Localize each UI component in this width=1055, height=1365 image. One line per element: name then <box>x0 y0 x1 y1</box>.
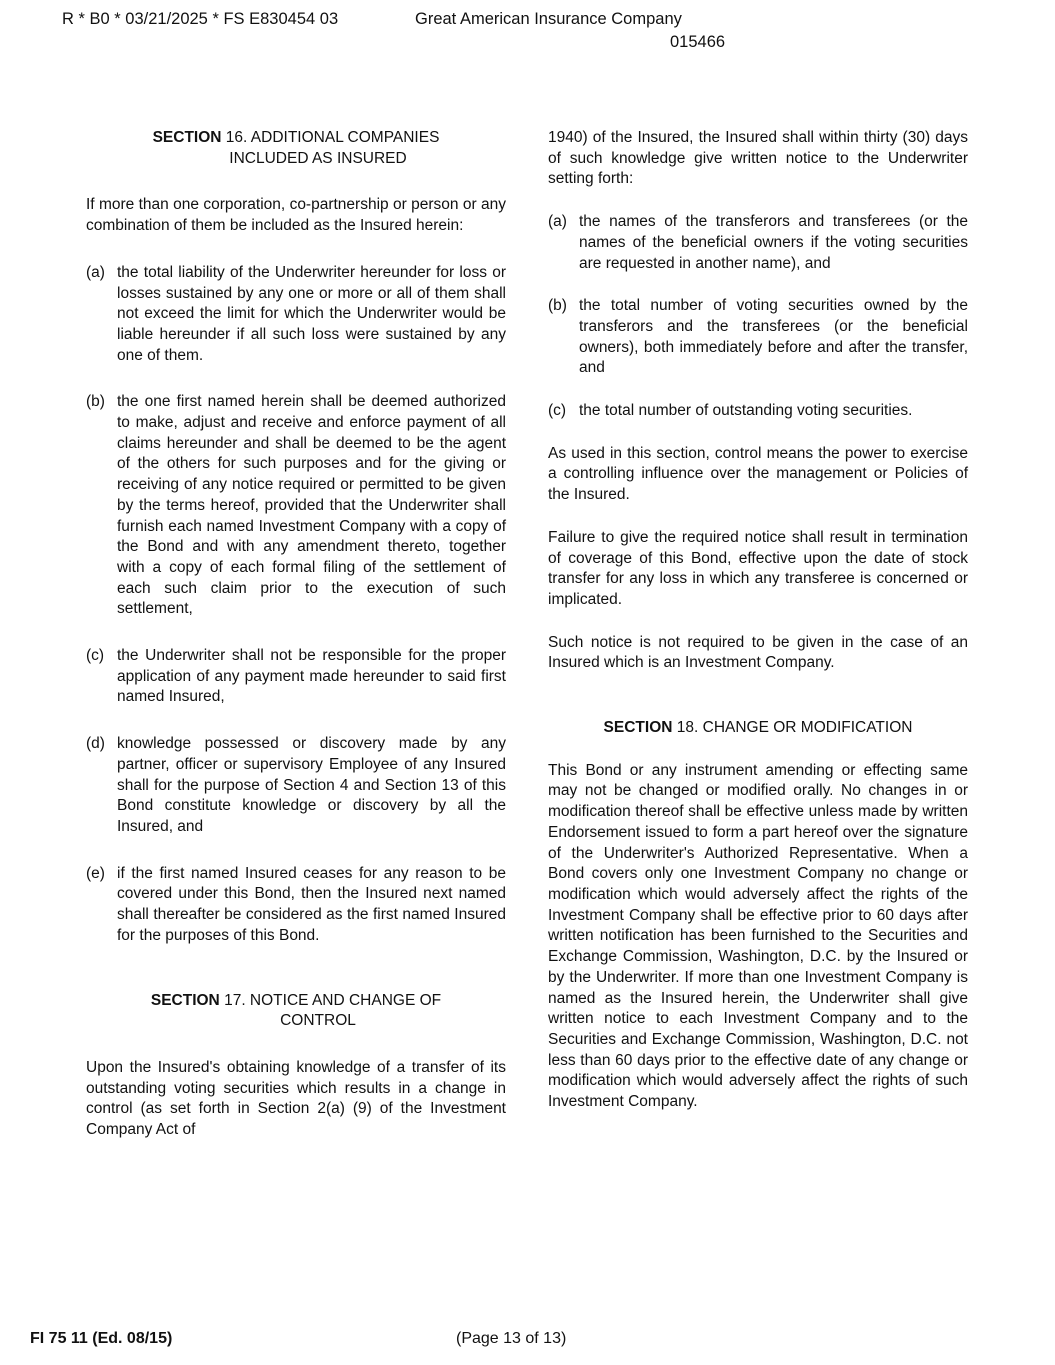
item-label: (b) <box>548 297 567 315</box>
section-16-intro: If more than one corporation, co-partnership or person or any combination of them be included as the Insured herein: <box>86 196 506 235</box>
item-label: (b) <box>86 393 105 411</box>
section-16-item-e <box>86 864 506 947</box>
item-label: (c) <box>548 402 567 420</box>
section-17-heading-line1: 17. NOTICE AND CHANGE OF <box>224 991 442 1009</box>
section-16-heading-line2: INCLUDED AS INSURED <box>229 149 407 167</box>
item-text: if the first named Insured ceases for any reason to be covered under this Bond, then the Insured next named shall thereafter be considered as the first named Insured for the purposes of this Bond. <box>117 864 506 944</box>
company-name: Great American Insurance Company <box>415 10 682 28</box>
control-definition-paragraph: As used in this section, control means the power to exercise a controlling influence over the management or Policies of the Insured. <box>548 444 968 504</box>
right-column <box>548 128 968 1113</box>
section-18-heading: 18. CHANGE OR MODIFICATION <box>676 719 913 737</box>
form-id: FI 75 11 (Ed. 08/15) <box>30 1330 173 1347</box>
failure-notice-paragraph: Failure to give the required notice shall result in termination of coverage of this Bond, effective upon the date of stock transfer for any loss in which any transferee is concerned or implicated. <box>548 528 968 608</box>
page-number: (Page 13 of 13) <box>456 1330 567 1347</box>
item-label: (e) <box>86 864 105 882</box>
item-text: the one first named herein shall be deemed authorized to make, adjust and receive and enforce payment of all claims hereunder and shall be deemed to be the agent of the others for such purposes and for the giving or receiving of any notice required or permitted to be given by the terms hereof, provided that the Underwriter shall furnish each named Investment Company with a copy of the Bond and with any amendment thereto, together with a copy of each formal filing of the settlement of each such claim prior to the execution of such settlement, <box>117 393 506 618</box>
section-17-label: SECTION <box>150 991 220 1009</box>
item-label: (c) <box>86 647 105 665</box>
section-17-intro-continued: 1940) of the Insured, the Insured shall within thirty (30) days of such knowledge give written notice to the Underwriter setting forth: <box>548 129 968 188</box>
section-16-heading-line1: 16. ADDITIONAL COMPANIES <box>225 129 440 146</box>
section-17-title <box>86 991 506 1032</box>
left-column <box>86 128 506 1141</box>
item-text: the total number of voting securities owned by the transferors and the transferees (or the beneficial owners), both immediately before and after the transfer, and <box>579 297 968 377</box>
item-label: (a) <box>86 263 105 281</box>
section-17-intro: Upon the Insured's obtaining knowledge of a transfer of its outstanding voting securities which results in a change in control (as set forth in Section 2(a) (9) of the Investment Company Act of <box>86 1058 506 1139</box>
item-text: the total number of outstanding voting securities. <box>579 402 913 420</box>
section-16-item-c <box>86 646 506 708</box>
item-text: the total liability of the Underwriter hereunder for loss or losses sustained by any one or more or all of them shall not exceed the limit for which the Underwriter would be liable hereunder if all such loss were sustained by any one of them. <box>117 263 506 364</box>
section-18-label: SECTION <box>603 719 673 737</box>
section-18-body: This Bond or any instrument amending or effecting same may not be changed or modified orally. No changes in or modification thereof shall be effective unless made by written Endorsement issued to form a part hereof over the signature of the Underwriter's Authorized Representative. When a Bond covers only one Investment Company no change or modification which would adversely affect the rights of the Investment Company shall be effective prior to 60 days after written notification has been furnished to the Securities and Exchange Commission, Washington, D.C. by the Insured or by the Underwriter. If more than one Investment Company is named as the Insured herein, the Underwriter shall give written notice to each Investment Company and to the Securities and Exchange Commission, Washington, D.C. not less than 60 days prior to the effective date of any change or modification which would adversely affect the rights of such Investment Company. <box>548 761 968 1111</box>
section-16-item-d <box>86 734 506 838</box>
section-16-title <box>86 128 506 169</box>
section-17-heading-line2: CONTROL <box>280 1012 356 1030</box>
item-label: (a) <box>548 213 567 231</box>
notice-exemption-paragraph: Such notice is not required to be given in the case of an Insured which is an Investment Company. <box>548 633 968 672</box>
section-16-item-a <box>86 263 506 367</box>
section-17-item-a <box>548 212 968 274</box>
document-number: 015466 <box>670 33 726 51</box>
section-16-item-b <box>86 392 506 620</box>
form-reference: R * B0 * 03/21/2025 * FS E830454 03 <box>62 10 339 28</box>
section-18-title <box>548 718 968 739</box>
section-17-item-b <box>548 296 968 379</box>
section-17-item-c <box>548 401 968 422</box>
item-text: the Underwriter shall not be responsible for the proper application of any payment made hereunder to said first named Insured, <box>117 647 506 706</box>
item-text: knowledge possessed or discovery made by any partner, officer or supervisory Employee of any Insured shall for the purpose of Section 4 and Section 13 of this Bond constitute knowledge or discovery by all the Insured, and <box>117 735 506 835</box>
item-text: the names of the transferors and transferees (or the names of the beneficial owners if the voting securities are requested in another name), and <box>579 213 968 272</box>
item-label: (d) <box>86 735 105 753</box>
section-16-label: SECTION <box>152 129 222 146</box>
